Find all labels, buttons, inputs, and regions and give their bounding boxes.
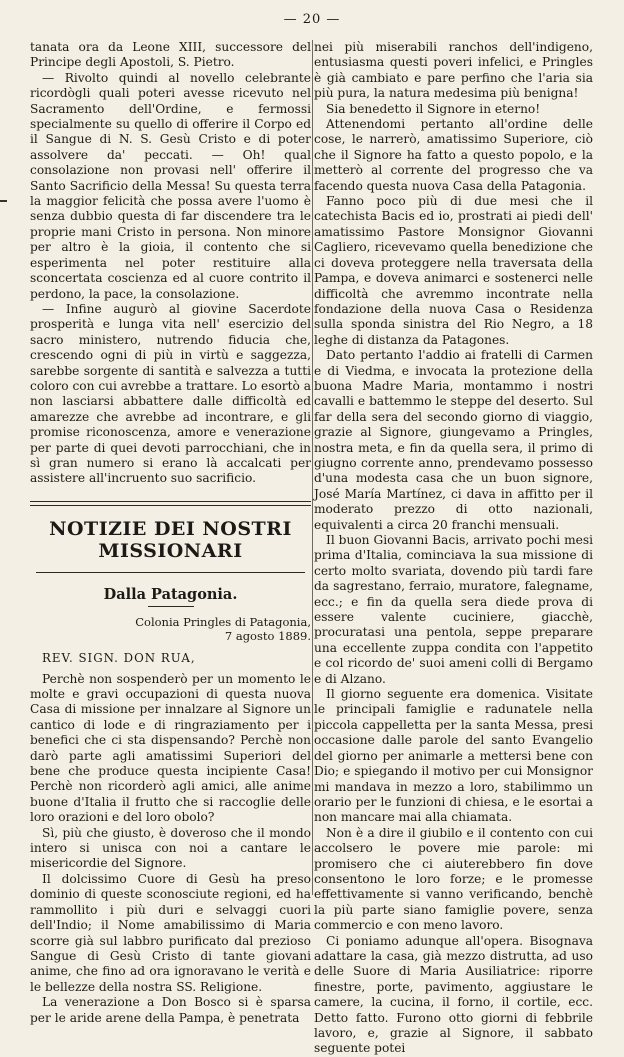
page-number: — 20 — [283, 12, 341, 27]
column-divider [312, 40, 313, 895]
subsection-title: Dalla Patagonia. [103, 585, 238, 603]
paragraph: Il dolcissimo Cuore di Gesù ha preso dominio di queste sconosciute regioni, ed ha rammollito i più duri e selvaggi cuori dell'Indio; il Nome amabilissimo di Maria scorre già sul labbro purificato dal prezioso Sangue di Gesù Cristo di tante giovani anime, che fino ad ora ignoravano le verità e le bellezze della nostra SS. Religione. [30, 871, 311, 994]
salutation: REV. SIGN. DON RUA, [42, 651, 196, 666]
paragraph: Ci poniamo adunque all'opera. Bisognava adattare la casa, già mezzo distrutta, ad uso delle Suore di Maria Ausiliatrice: riporre finestre, porte, pavimento, aggiustare le camere, la cucina, il forno, il cortile, ecc. Detto fatto. Furono otto giorni di febbrile lavoro, e, grazie al Signore, il sabbato seguente potei [314, 933, 593, 1056]
paragraph: Sia benedetto il Signore in eterno! [326, 101, 541, 116]
paragraph: Il giorno seguente era domenica. Visitate le principali famiglie e radunatele nella piccola cappelletta per la santa Messa, presi occasione dalle parole del santo Evangelio del giorno per animarle a mettersi bene con Dio; e spiegando il motivo per cui Monsignor mi mandava in mezzo a loro, stabilimmo un orario per le funzioni di chiesa, e le esortai a non mancare mai alla chiamata. [314, 687, 593, 825]
paragraph: Non è a dire il giubilo e il contento con cui accolsero le povere mie parole: mi promisero che ci aiuterebbero fin dove consentono le loro forze; e le promesse effettivamente si vanno verificando, benchè la più parte siano famiglie povere, senza commercio e con meno lavoro. [314, 825, 593, 933]
paragraph: Attenendomi pertanto all'ordine delle cose, le narrerò, amatissimo Superiore, ciò che il Signore ha fatto a questo popolo, e la metterò al corrente del progresso che va facendo questa nuova Casa della Patagonia. [314, 117, 593, 193]
dateline-place: Colonia Pringles di Patagonia, [135, 615, 311, 630]
subsection-rule [148, 606, 194, 607]
paragraph: Dato pertanto l'addio ai fratelli di Carmen e di Viedma, e invocata la protezione della buona Madre Maria, montammo i nostri cavalli e battemmo le steppe del deserto. Sul far della sera del secondo giorno di viaggio, grazie al Signore, giungevamo a Pringles, nostra meta, e fin da quella sera, il primo di giugno corrente anno, prendevamo possesso d'una modesta casa che un buon signore, José María Martínez, ci dava in affitto per il moderato prezzo di otto nazionali, equivalenti a circa 20 franchi mensuali. [314, 348, 593, 532]
margin-mark [0, 200, 7, 202]
section-title-rule [36, 572, 306, 573]
paragraph: Perchè non sospenderò per un momento le molte e gravi occupazioni di questa nuova Casa di missione per innalzare al Signore un cantico di lode e di ringraziamento per i benefici che ci sta dispensando? Perchè non darò parte agli amatissimi Superiori del bene che produce questa incipiente Casa! Perchè non ricorderò agli amici, alle anime buone d'Italia il frutto che si raccoglie delle loro orazioni e del loro obolo? [30, 671, 311, 825]
paragraph: nei più miserabili ranchos dell'indigeno, entusiasma questi poveri infelici, e Pringles è già cambiato e pare perfino che l'aria sia più pura, la natura medesima più benigna! [314, 40, 593, 101]
left-column [30, 40, 311, 1026]
section-title: NOTIZIE DEI NOSTRI MISSIONARI [49, 517, 292, 562]
section-divider [30, 501, 311, 506]
paragraph: tanata ora da Leone XIII, successore del Principe degli Apostoli, S. Pietro. [30, 40, 311, 70]
paragraph: Il buon Giovanni Bacis, arrivato pochi mesi prima d'Italia, cominciava la sua missione di certo molto svariata, dovendo più tardi fare da sagrestano, ferraio, muratore, falegname, ecc.; e fin da quella sera diede prova di essere valente cuciniere, giacchè, procuratasi una pentola, seppe preparare una eccellente zuppa condita con l'appetito e col ricordo de' suoi ameni colli di Bergamo e di Alzano. [314, 533, 593, 686]
paragraph: — Rivolto quindi al novello celebrante ricordògli quali poteri avesse ricevuto nel Sacramento dell'Ordine, e fermossi specialmente su quello di offerire il Corpo ed il Sangue di N. S. Gesù Cristo e di poter assolvere da' peccati. — Oh! qual consolazione non provasi nell' offerire il Santo Sacrificio della Messa! Su questa terra la maggior felicità che possa avere l'uomo è senza dubbio questa di far discendere tra le proprie mani Cristo in persona. Non minore per altro è la gioia, il contento che si esperimenta nel poter restituire alla sconcertata coscienza ed al cuore contrito il perdono, la pace, la consolazione. [30, 70, 311, 301]
paragraph: Sì, più che giusto, è doveroso che il mondo intero si unisca con noi a cantare le misericordie del Signore. [30, 825, 311, 871]
paragraph: La venerazione a Don Bosco si è sparsa per le aride arene della Pampa, è penetrata [30, 995, 311, 1025]
right-column [314, 40, 593, 1057]
dateline-date: 7 agosto 1889. [224, 629, 311, 644]
paragraph: — Infine augurò al giovine Sacerdote prosperità e lunga vita nell' esercizio del sacro ministero, nutrendo fiducia che, crescendo ogni di più in virtù e saggezza, sarebbe sorgente di santità e salvezza a tutti coloro con cui avrebbe a trattare. Lo esortò a non lasciarsi abbattere dalle difficoltà ed amarezze che avrebbe ad incontrare, e gli promise riconoscenza, amore e venerazione per parte di quei devoti parrocchiani, che in sì gran numero si erano là accalcati per assistere all'incruento suo sacrificio. [30, 301, 311, 486]
paragraph: Fanno poco più di due mesi che il catechista Bacis ed io, prostrati ai piedi dell' amatissimo Pastore Monsignor Giovanni Cagliero, ricevevamo quella benedizione che ci doveva proteggere nella traversata della Pampa, e doveva animarci e sostenerci nelle difficoltà che avremmo incontrate nella fondazione della nuova Casa o Residenza sulla sponda sinistra del Rio Negro, a 18 leghe di distanza da Patagones. [314, 194, 593, 347]
